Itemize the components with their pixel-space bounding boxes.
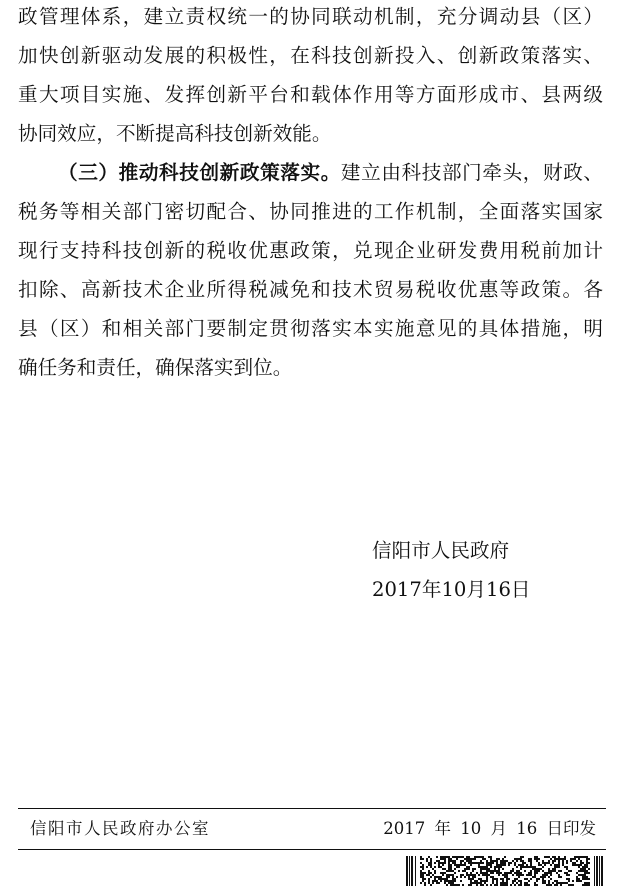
body-line: 重大项目实施、发挥创新平台和载体作用等方面形成市、县两级 [18, 83, 603, 106]
barcode-icon [406, 856, 604, 886]
issue-date: 2017年10月16日 [372, 578, 531, 601]
body-line: 税务等相关部门密切配合、协同推进的工作机制，全面落实国家 [18, 200, 603, 223]
footer-print-date: 2017 年 10 月 16 日印发 [383, 819, 596, 838]
body-line: 加快创新驱动发展的积极性，在科技创新投入、创新政策落实、 [18, 44, 603, 67]
body-line: 政管理体系，建立责权统一的协同联动机制，充分调动县（区） [18, 5, 603, 28]
section-heading-rest: 建立由科技部门牵头，财政、 [340, 161, 604, 184]
footer-issuing-office: 信阳市人民政府办公室 [30, 819, 210, 838]
section-heading: （三）推动科技创新政策落实。 [58, 161, 341, 184]
body-line: 确任务和责任，确保落实到位。 [18, 356, 293, 379]
section-heading-line [58, 157, 603, 189]
body-line: 县（区）和相关部门要制定贯彻落实本实施意见的具体措施，明 [18, 317, 603, 340]
issuer-name: 信阳市人民政府 [372, 539, 510, 562]
footer-bottom-rule [18, 849, 606, 850]
body-line: 协同效应，不断提高科技创新效能。 [18, 122, 332, 145]
footer-top-rule [18, 808, 606, 809]
body-line: 扣除、高新技术企业所得税减免和技术贸易税收优惠等政策。各 [18, 278, 603, 301]
body-line: 现行支持科技创新的税收优惠政策，兑现企业研发费用税前加计 [18, 239, 603, 262]
